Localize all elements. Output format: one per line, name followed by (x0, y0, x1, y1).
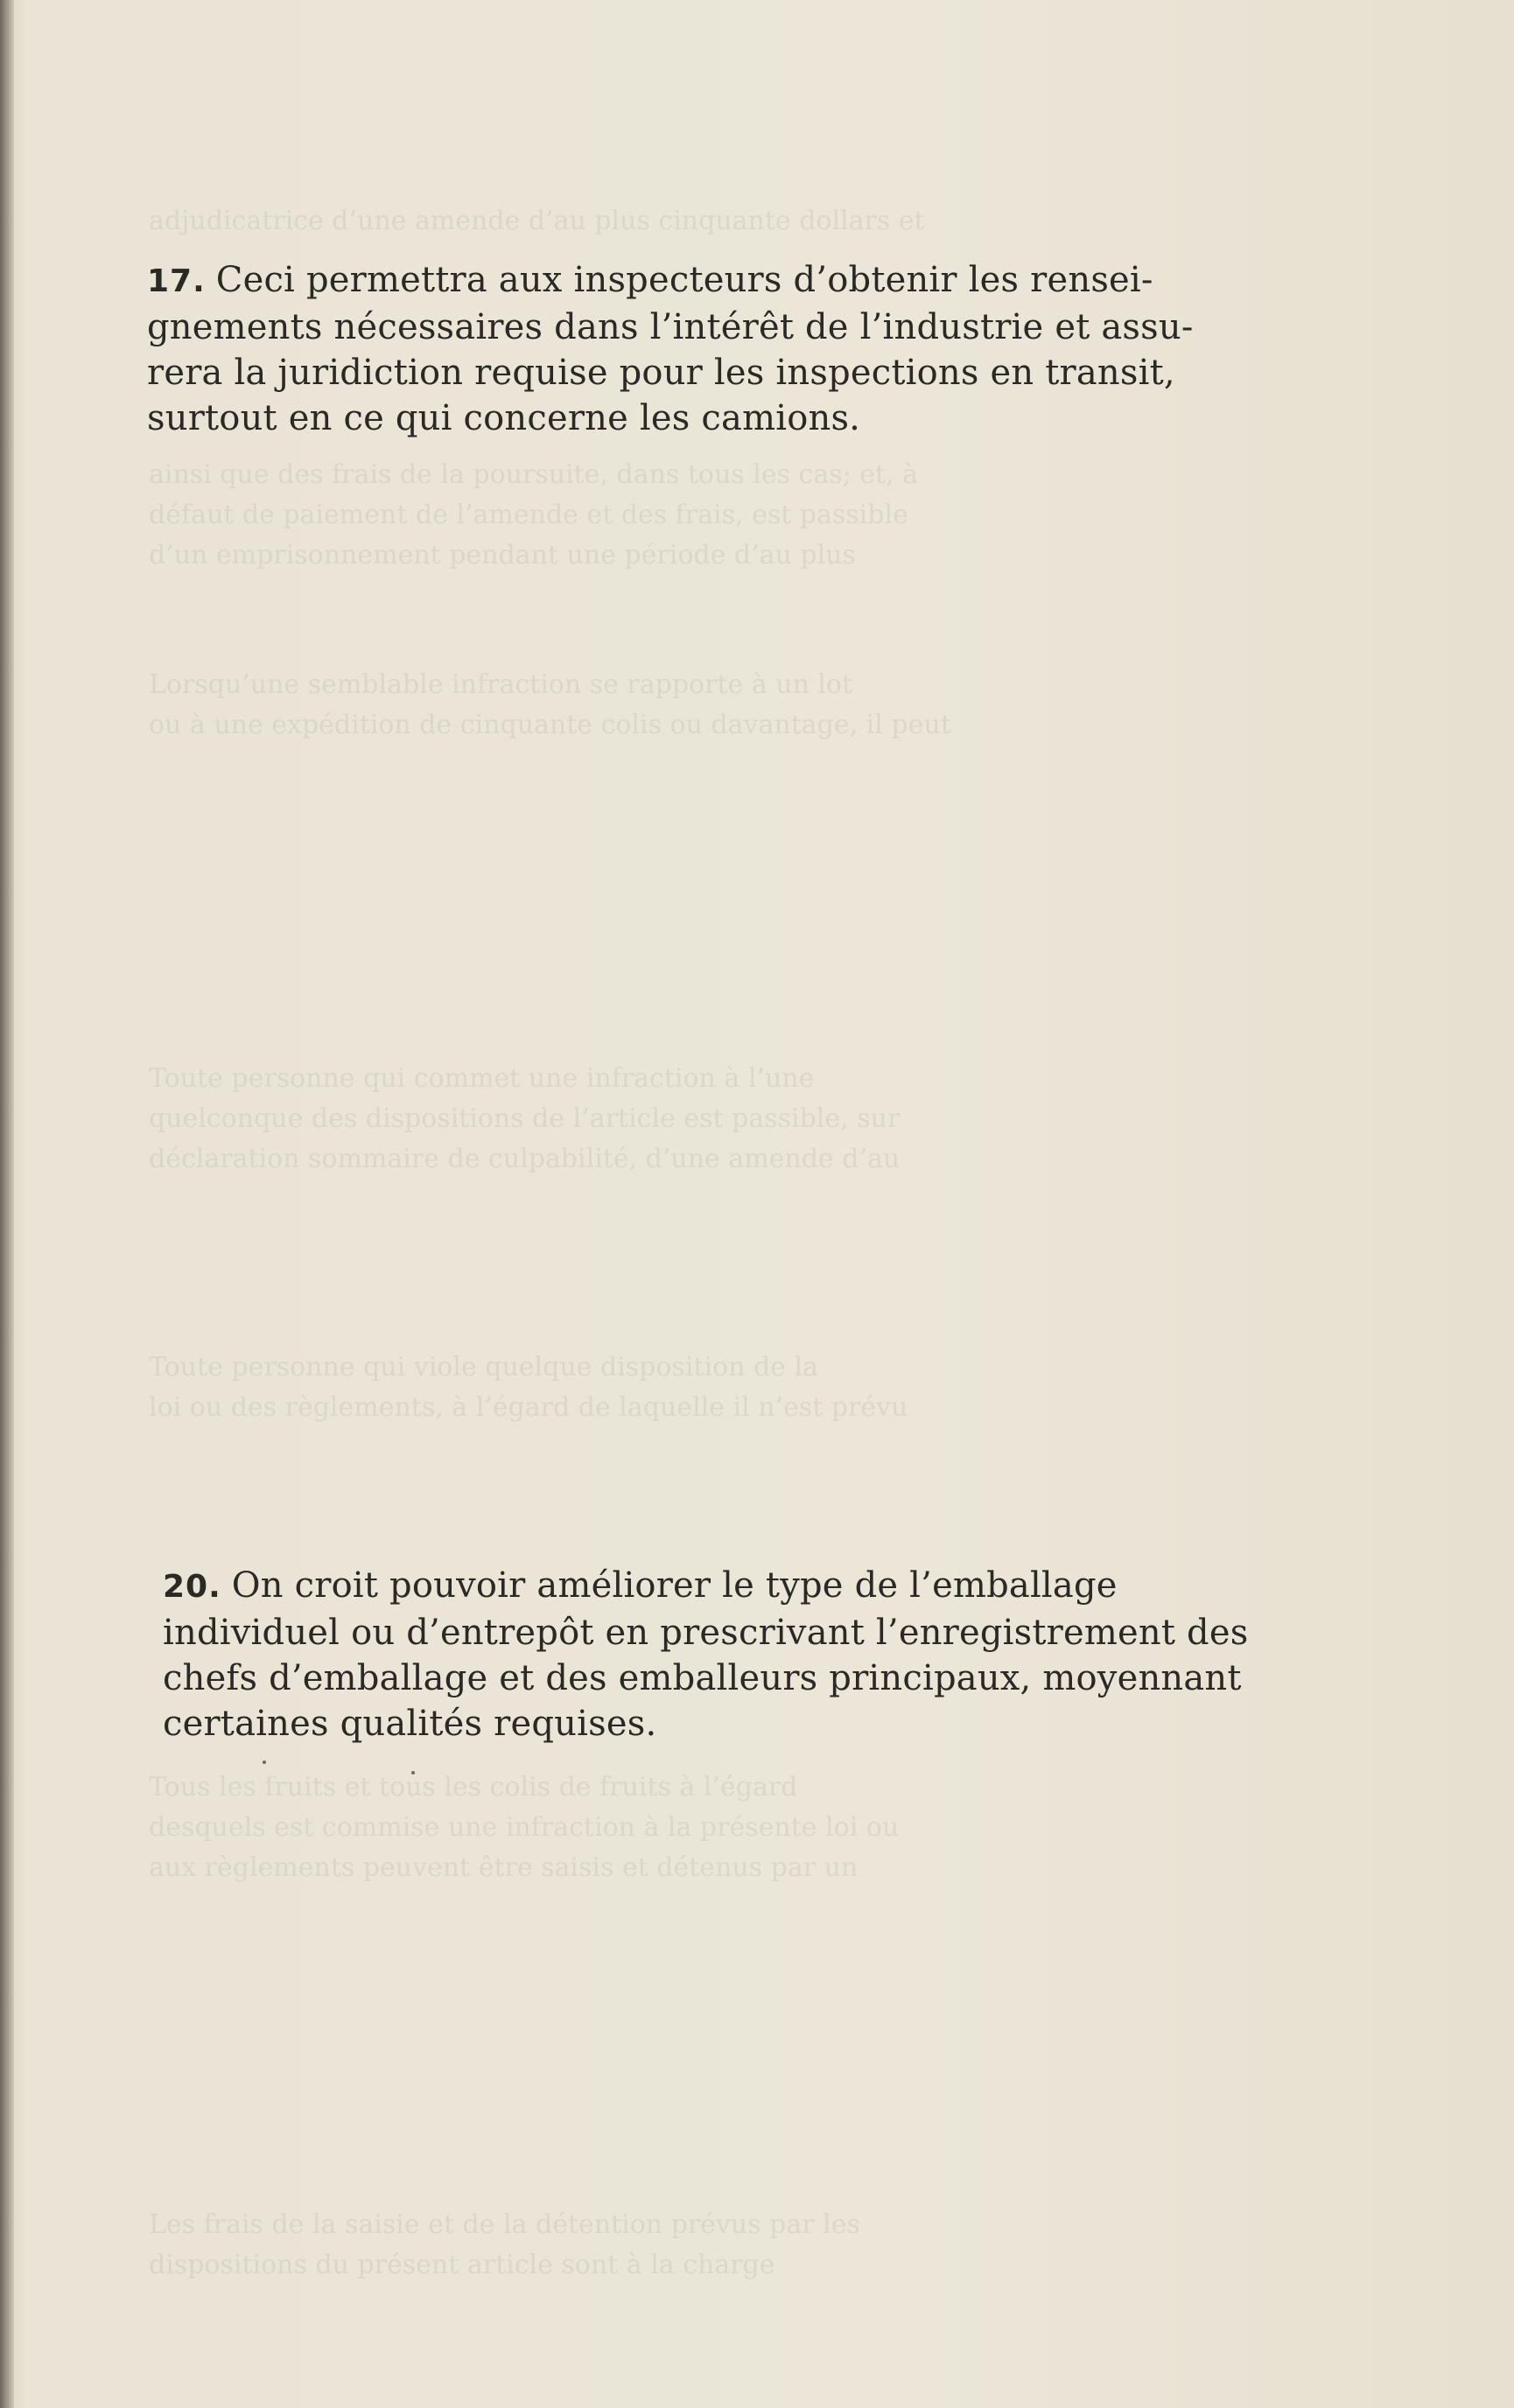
paragraph-number: 20. (163, 1569, 221, 1605)
paragraph-line: surtout en ce qui concerne les camions. (147, 398, 861, 438)
bleed-through-text: desquels est commise une infraction à la présente loi ou (149, 1812, 900, 1843)
bleed-through-text: ainsi que des frais de la poursuite, dans tous les cas; et, à (149, 459, 919, 490)
paragraph-text: Ceci permettra aux inspecteurs d’obtenir les rensei- (215, 260, 1153, 300)
bleed-through-text: loi ou des règlements, à l’égard de laquelle il n’est prévu (149, 1392, 908, 1423)
paragraph-line: chefs d’emballage et des emballeurs principaux, moyennant (163, 1658, 1242, 1698)
paragraph-line: rera la juridiction requise pour les inspections en transit, (147, 353, 1175, 393)
paragraph-text: On croit pouvoir améliorer le type de l’emballage (231, 1565, 1118, 1606)
bleed-through-text: défaut de paiement de l’amende et des frais, est passible (149, 500, 908, 530)
paper-speck (263, 1760, 266, 1764)
paragraph-number: 17. (147, 263, 206, 299)
paragraph-17 (147, 257, 1218, 441)
paper-speck (411, 1771, 415, 1774)
bleed-through-text: Lorsqu’une semblable infraction se rapporte à un lot (149, 669, 853, 700)
bleed-through-text: Toute personne qui commet une infraction à l’une (149, 1063, 815, 1094)
paragraph-20 (163, 1563, 1249, 1746)
bleed-through-text: d’un emprisonnement pendant une période d’au plus (149, 540, 856, 570)
paragraph-line: gnements nécessaires dans l’intérêt de l’industrie et assu- (147, 307, 1194, 347)
bleed-through-text: Les frais de la saisie et de la détention prévus par les (149, 2209, 860, 2240)
bleed-through-text: dispositions du présent article sont à la charge (149, 2250, 775, 2280)
bleed-through-text: Tous les fruits et tous les colis de fruits à l’égard (149, 1772, 798, 1802)
bleed-through-text: quelconque des dispositions de l’article est passible, sur (149, 1103, 901, 1134)
paragraph-line (147, 257, 1218, 304)
bleed-through-text: Toute personne qui viole quelque disposition de la (149, 1352, 818, 1382)
bleed-through-text: ou à une expédition de cinquante colis ou davantage, il peut (149, 710, 951, 740)
paragraph-line: individuel ou d’entrepôt en prescrivant l’enregistrement des (163, 1613, 1249, 1653)
bleed-through-text: aux règlements peuvent être saisis et détenus par un (149, 1852, 859, 1883)
bleed-through-text: déclaration sommaire de culpabilité, d’une amende d’au (149, 1144, 901, 1174)
bleed-through-text: adjudicatrice d’une amende d’au plus cinquante dollars et (149, 206, 925, 236)
paragraph-line: certaines qualités requises. (163, 1704, 657, 1744)
page-binding-edge (0, 0, 14, 2408)
paragraph-line (163, 1563, 1232, 1610)
